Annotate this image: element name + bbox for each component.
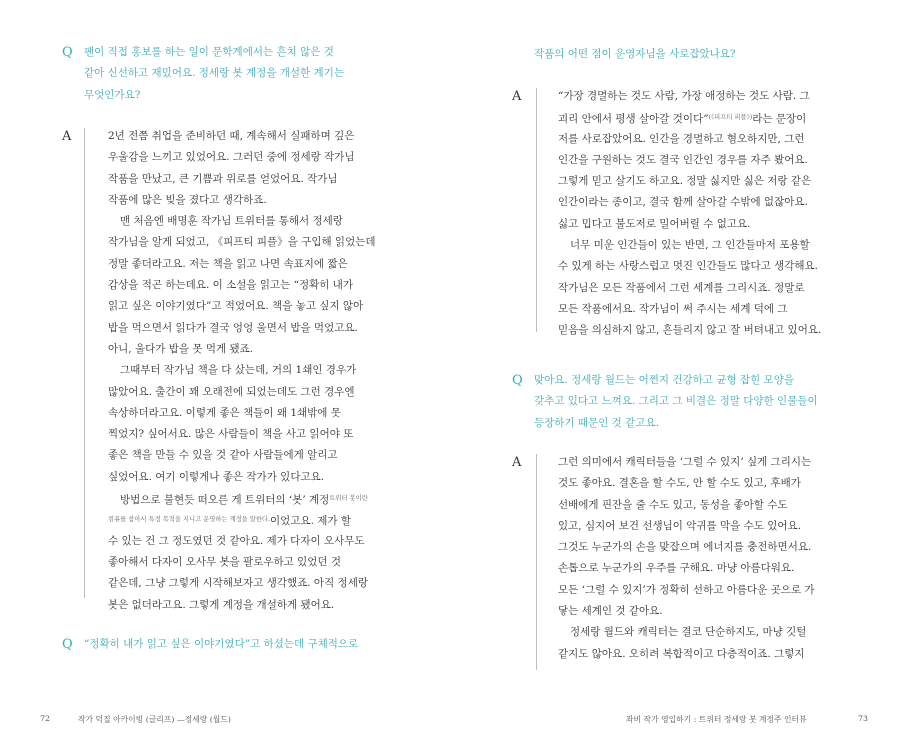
answer-line: 인간을 구원하는 것도 결국 인간인 경우를 자주 봤어요. [558,153,808,166]
answer-rule [536,88,537,332]
question-text [84,634,358,655]
answer-line: 저를 사로잡았어요. 인간을 경멸하고 혐오하지만, 그런 [558,132,805,145]
question-marker: Q [62,45,73,60]
running-head: 좌비 작가 영입하기 : 트위터 정세랑 봇 계정주 인터뷰 [626,715,807,724]
answer-line: 것도 좋아요. 결혼을 할 수도, 안 할 수도 있고, 후배가 [558,477,801,490]
answer-line: 작품에 많은 빚을 졌다고 생각하죠. [108,193,267,206]
answer-text [558,452,815,665]
running-head: 작가 덕질 아카이빙 (글리프) —정세랑 (월드) [78,715,231,724]
answer-line: 같은데, 그냥 그렇게 시작해보자고 생각했죠. 아직 정세랑 [108,577,368,590]
answer-line: 너무 미운 인간들이 있는 반면, 그 인간들마저 포용할 [570,239,810,252]
answer-line-text: 라는 문장이 [752,113,807,126]
answer-line: 수 있게 하는 사랑스럽고 멋진 인간들도 많다고 생각해요. [558,260,818,273]
answer-text [558,86,821,342]
answer-text [108,126,376,616]
answer-line: 작가님을 알게 되었고, 《피프티 피플》을 구입해 읽었는데 [108,236,376,249]
answer-line-text: 방법으로 불현듯 떠오른 게 트위터의 ‘봇’ 계정 [120,494,330,507]
answer-line: 작가님은 모든 작품에서 그런 세계를 그리시죠. 정말로 [558,281,805,294]
answer-line: 좋은 책을 만들 수 있을 것 같아 사람들에게 알리고 [108,449,338,462]
answer-line [108,488,376,509]
answer-line: “가장 경멸하는 것도 사람, 가장 애정하는 것도 사람. 그 [558,90,810,102]
question-line: 팬이 직접 홍보를 하는 일이 문학계에서는 흔치 않은 것 [84,46,334,58]
answer-line: 모든 작품에서요. 작가님이 써 주시는 세계 덕에 그 [558,302,788,315]
question-marker: Q [62,637,73,652]
question-text [534,44,736,65]
answer-line: 정말 좋더라고요. 저는 책을 읽고 나면 속표지에 짧은 [108,257,348,270]
answer-line: 손톱으로 누군가의 우주를 구해요. 마냥 아름다워요. [558,562,795,575]
footnote-inline: 트위터 봇이란 [329,495,368,503]
answer-line: 수 있는 건 그 정도였던 것 같아요. 제가 다자이 오사무도 [108,534,365,547]
answer-line: 싶었어요. 여기 이렇게나 좋은 작가가 있다고요. [108,470,325,483]
answer-line [558,107,821,128]
answer-line: 그때부터 작가님 책을 다 샀는데, 거의 1쇄인 경우가 [120,364,357,377]
answer-line: 맨 처음엔 배명훈 작가님 트위터를 통해서 정세랑 [120,215,343,228]
answer-rule [536,454,537,670]
answer-line: 정세랑 월드와 캐릭터는 결코 단순하지도, 마냥 깃털 [570,626,807,639]
answer-line: 읽고 싶은 이야기였다”고 적었어요. 책을 놓고 싶지 않아 [108,300,364,313]
right-page [450,0,900,755]
answer-line: 봇은 없더라고요. 그렇게 계정을 개설하게 됐어요. [108,598,335,611]
answer-line-text: 괴리 안에서 평생 살아갈 것이다” [558,113,709,126]
answer-line: 믿음을 의심하지 않고, 흔들리지 않고 잘 버텨내고 있어요. [558,324,822,337]
answer-line: 싫고 밉다고 불도저로 밀어버릴 수 없고요. [558,217,751,230]
answer-line: 2년 전쯤 취업을 준비하던 때, 계속해서 실패하며 깊은 [108,130,355,142]
answer-line: 우울감을 느끼고 있었어요. 그러던 중에 정세랑 작가님 [108,151,355,164]
question-text [84,42,344,106]
answer-line: 그렇게 믿고 살기도 하고요. 정말 싫지만 싫은 저랑 같은 [558,175,812,188]
answer-line: 닿는 세계인 것 같아요. [558,605,663,618]
answer-line: 속상하더라고요. 이렇게 좋은 책들이 왜 1쇄밖에 못 [108,406,341,419]
question-text [534,370,818,434]
question-line: 무엇인가요? [84,88,141,101]
answer-line: 밥을 먹으면서 읽다가 결국 엉엉 울면서 밥을 먹었고요. [108,321,358,334]
answer-line: 선배에게 핀잔을 줄 수도 있고, 동성을 좋아할 수도 [558,498,788,511]
question-line: “정확히 내가 읽고 싶은 이야기였다”고 하셨는데 구체적으로 [84,638,359,650]
answer-rule [84,128,85,598]
question-line: 같아 신선하고 재밌어요. 정세랑 봇 계정을 개설한 계기는 [84,67,344,80]
answer-line: 모든 ‘그럴 수 있지’가 정확히 선하고 아름다운 곳으로 가 [558,583,815,596]
question-line: 맞아요. 정세랑 월드는 어쩐지 건강하고 균형 잡힌 모양을 [534,374,794,386]
answer-line: 찍었지? 싶어서요. 많은 사람들이 책을 사고 읽어야 또 [108,428,354,441]
question-line: 등장하기 때문인 것 같고요. [534,416,659,429]
answer-line: 많았어요. 출간이 꽤 오래전에 되었는데도 그런 경우엔 [108,385,355,398]
answer-line [108,509,376,530]
answer-marker: A [512,455,522,470]
answer-line: 좋아해서 다자이 오사무 봇을 팔로우하고 있었던 것 [108,555,342,568]
answer-line: 인간이라는 종이고, 결국 함께 살아갈 수밖에 없잖아요. [558,196,808,209]
answer-marker: A [512,89,522,104]
footnote-inline: 컴퓨를 참아서 특정 목적을 지니고 운영하는 계정을 말한다. [108,516,270,524]
page-number: 72 [40,714,50,723]
answer-line: 있고, 심지어 보건 선생님이 악귀를 막을 수도 있어요. [558,519,802,532]
citation-inline: (《피프티 피플》) [708,114,753,122]
answer-line: 그것도 누군가의 손을 맞잡으며 에너지를 충전하면서요. [558,541,812,554]
answer-line: 그런 의미에서 캐릭터들을 ‘그럴 수 있지’ 싶게 그리시는 [558,456,812,468]
answer-line-text: 이었고요. 제가 할 [270,515,352,528]
page-number: 73 [858,714,868,723]
question-marker: Q [512,373,523,388]
answer-line: 같지도 않아요. 오히려 복합적이고 다층적이죠. 그렇지 [558,647,805,660]
question-line: 갖추고 있다고 느껴요. 그리고 그 비결은 정말 다양한 인물들이 [534,395,818,408]
answer-line: 작품을 만났고, 큰 기쁨과 위로를 얻었어요. 작가님 [108,172,338,185]
question-line: 작품의 어떤 점이 운영자님을 사로잡았나요? [534,48,736,60]
answer-line: 감상을 적곤 하는데요. 이 소설을 읽고는 “정확히 내가 [108,279,354,292]
answer-marker: A [62,129,72,144]
answer-line: 아니, 울다가 밥을 못 먹게 됐죠. [108,342,254,355]
